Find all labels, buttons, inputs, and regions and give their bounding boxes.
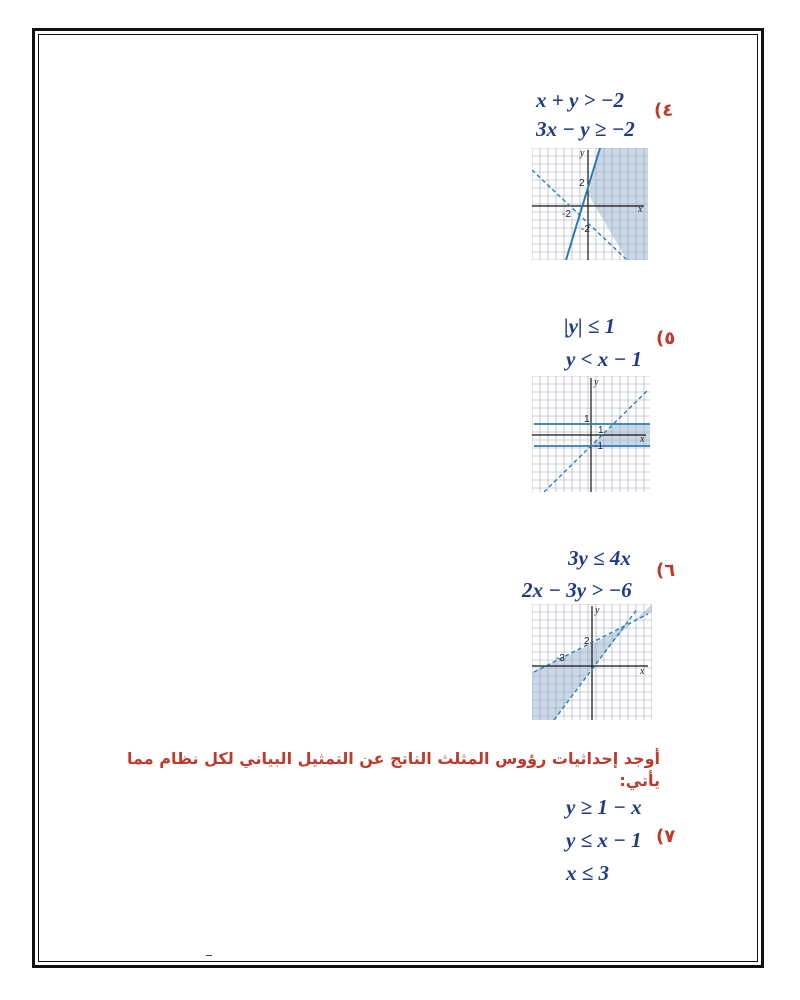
g4-tick-neg2-x: -2 bbox=[562, 209, 571, 220]
graph-6 bbox=[532, 604, 652, 720]
p7-line3: x ≤ 3 bbox=[566, 861, 610, 885]
p7-line2: y ≤ x − 1 bbox=[566, 828, 642, 852]
instruction-text: أوجد إحداثيات رؤوس المثلث الناتج عن التمثيل البياني لكل نظام مما يأتي: bbox=[127, 749, 660, 790]
g5-tick-neg1: -1 bbox=[594, 441, 603, 452]
p5-number: (٥ bbox=[656, 328, 676, 349]
p4-number: (٤ bbox=[654, 100, 674, 121]
p4-line1: x + y > −2 bbox=[536, 88, 624, 112]
g4-tick-neg2-y: -2 bbox=[581, 224, 590, 235]
p7-line1: y ≥ 1 − x bbox=[566, 795, 642, 819]
g6-x-label: x bbox=[640, 666, 645, 677]
footer-mark bbox=[206, 955, 212, 956]
p6-line2: 2x − 3y > −6 bbox=[522, 578, 632, 602]
p4-line2: 3x − y ≥ −2 bbox=[536, 117, 635, 141]
g5-tick-1y: 1 bbox=[584, 414, 590, 425]
g6-tick-neg3: -3 bbox=[556, 653, 565, 664]
g6-y-label: y bbox=[595, 605, 600, 616]
g5-y-label: y bbox=[594, 377, 599, 388]
graph-5 bbox=[532, 376, 650, 492]
graph-4 bbox=[532, 148, 648, 260]
g4-x-label: x bbox=[638, 204, 643, 215]
g5-tick-1x: 1 bbox=[598, 425, 604, 436]
g4-y-label: y bbox=[580, 148, 585, 159]
page-border-inner bbox=[38, 34, 758, 962]
p6-number: (٦ bbox=[656, 560, 676, 581]
p7-number: (٧ bbox=[656, 826, 676, 847]
g6-tick-2: 2 bbox=[584, 636, 590, 647]
p5-line1: |y| ≤ 1 bbox=[564, 314, 616, 338]
g5-x-label: x bbox=[640, 434, 645, 445]
p6-line1: 3y ≤ 4x bbox=[568, 546, 631, 570]
p5-line2: y < x − 1 bbox=[566, 347, 643, 371]
g4-tick-2: 2 bbox=[579, 178, 585, 189]
